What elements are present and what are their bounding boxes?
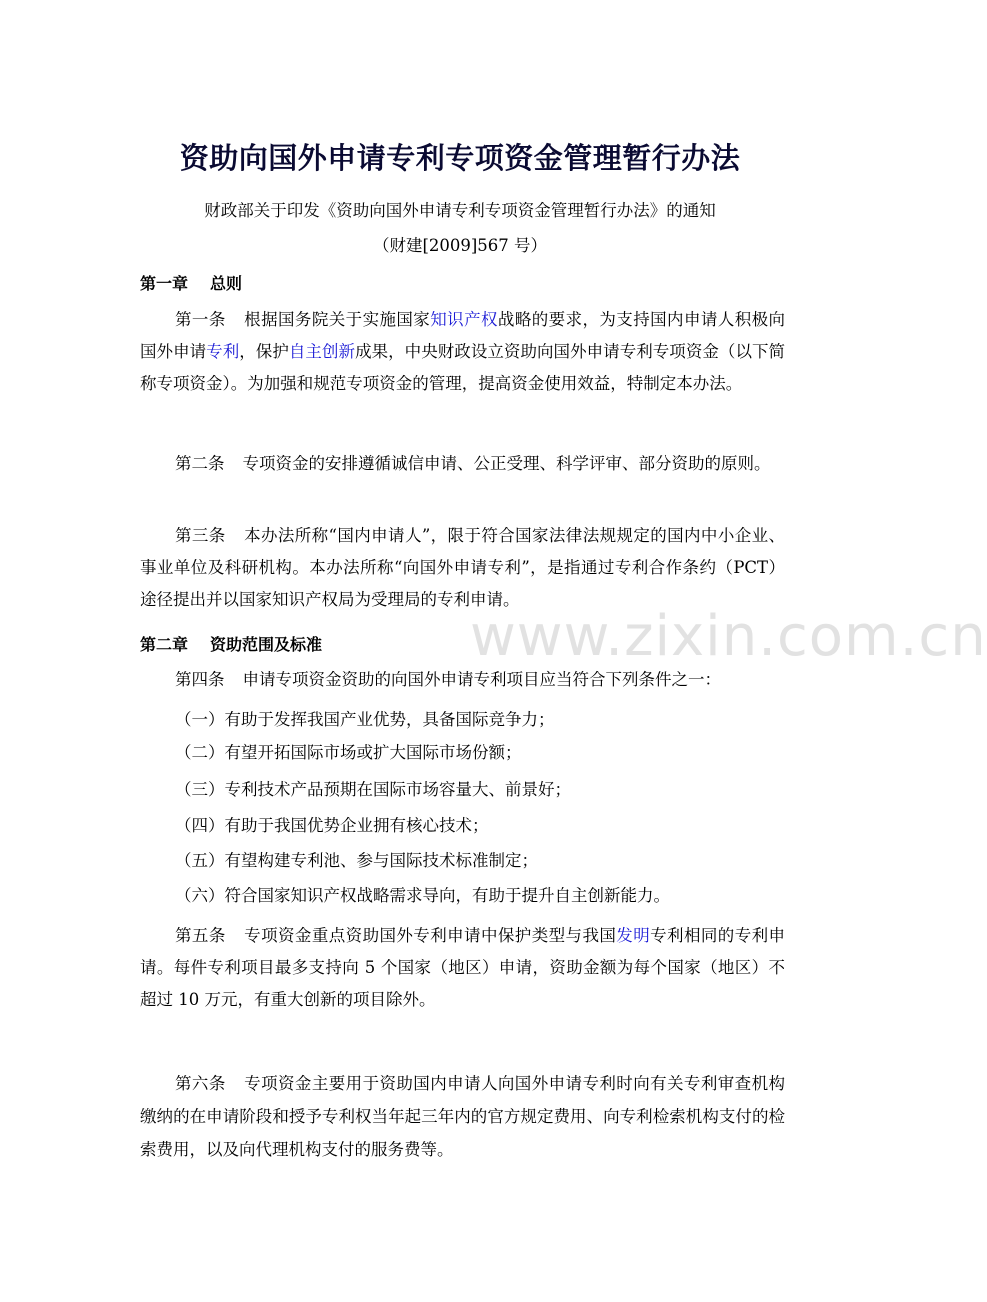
article-5-text-2: 专利相同的专利申请。每件专利项目最多支持向 5 个国家（地区）申请，资助金额为每个国家（地区）不超过 10 万元，有重大创新的项目除外。 bbox=[140, 926, 786, 1009]
chapter-1-title: 总则 bbox=[210, 274, 243, 293]
article-4-text: 申请专项资金资助的向国外申请专利项目应当符合下列条件之一： bbox=[242, 670, 721, 689]
article-4 bbox=[140, 664, 785, 696]
article-1-label: 第一条 bbox=[175, 310, 226, 329]
article-1-text-4: 成果，中央财政设立资助向国外申请专利专项资金（以下简称专项资金）。为加强和规范专项资金的管理，提高资金使用效益，特制定本办法。 bbox=[140, 342, 786, 393]
link-invention[interactable]: 发明 bbox=[616, 926, 651, 945]
chapter-1-heading bbox=[140, 274, 242, 294]
article-1-text-3: ，保护 bbox=[239, 342, 289, 361]
link-intellectual-property[interactable]: 知识产权 bbox=[430, 310, 498, 329]
article-6-text: 专项资金主要用于资助国内申请人向国外申请专利时向有关专利审查机构缴纳的在申请阶段和授予专利权当年起三年内的官方规定费用、向专利检索机构支付的检索费用，以及向代理机构支付的服务费等。 bbox=[140, 1074, 786, 1159]
chapter-2-heading bbox=[140, 635, 322, 655]
chapter-2-label: 第二章 bbox=[140, 635, 189, 654]
list-item: （四）有助于我国优势企业拥有核心技术； bbox=[175, 816, 489, 835]
chapter-2-title: 资助范围及标准 bbox=[210, 635, 323, 654]
article-4-label: 第四条 bbox=[175, 670, 225, 689]
notice-subtitle: 财政部关于印发《资助向国外申请专利专项资金管理暂行办法》的通知 bbox=[204, 201, 716, 220]
article-2-text: 专项资金的安排遵循诚信申请、公正受理、科学评审、部分资助的原则。 bbox=[242, 454, 771, 473]
article-1-text-1: 根据国务院关于实施国家 bbox=[243, 310, 431, 329]
article-5-label: 第五条 bbox=[175, 926, 226, 945]
list-item: （二）有望开拓国际市场或扩大国际市场份额； bbox=[175, 743, 522, 762]
list-item: （五）有望构建专利池、参与国际技术标准制定； bbox=[175, 851, 538, 870]
link-independent-innovation[interactable]: 自主创新 bbox=[288, 342, 356, 361]
article-2 bbox=[140, 448, 785, 480]
article-3-text: 本办法所称“国内申请人”，限于符合国家法律法规规定的国内中小企业、事业单位及科研机构。本办法所称“向国外申请专利”，是指通过专利合作条约（PCT）途径提出并以国家知识产权局为受理局的专利申请。 bbox=[140, 526, 786, 609]
document-title: 资助向国外申请专利专项资金管理暂行办法 bbox=[179, 141, 741, 175]
article-6 bbox=[140, 1067, 785, 1166]
list-item: （六）符合国家知识产权战略需求导向，有助于提升自主创新能力。 bbox=[175, 886, 670, 905]
list-item: （三）专利技术产品预期在国际市场容量大、前景好； bbox=[175, 780, 571, 799]
chapter-1-label: 第一章 bbox=[140, 274, 189, 293]
link-patent[interactable]: 专利 bbox=[206, 342, 240, 361]
article-6-label: 第六条 bbox=[175, 1074, 226, 1093]
article-5-text-1: 专项资金重点资助国外专利申请中保护类型与我国 bbox=[243, 926, 617, 945]
watermark: www.zixin.com.cn bbox=[470, 604, 987, 669]
article-1 bbox=[140, 304, 785, 400]
article-3 bbox=[140, 520, 785, 616]
article-3-label: 第三条 bbox=[175, 526, 226, 545]
article-1-text-2: 战略的要求，为支持国内申请人积极向国外申请 bbox=[140, 310, 786, 361]
document-number: （财建[2009]567 号） bbox=[372, 236, 548, 255]
article-2-label: 第二条 bbox=[175, 454, 225, 473]
article-5 bbox=[140, 920, 785, 1016]
list-item: （一）有助于发挥我国产业优势，具备国际竞争力； bbox=[175, 710, 555, 729]
